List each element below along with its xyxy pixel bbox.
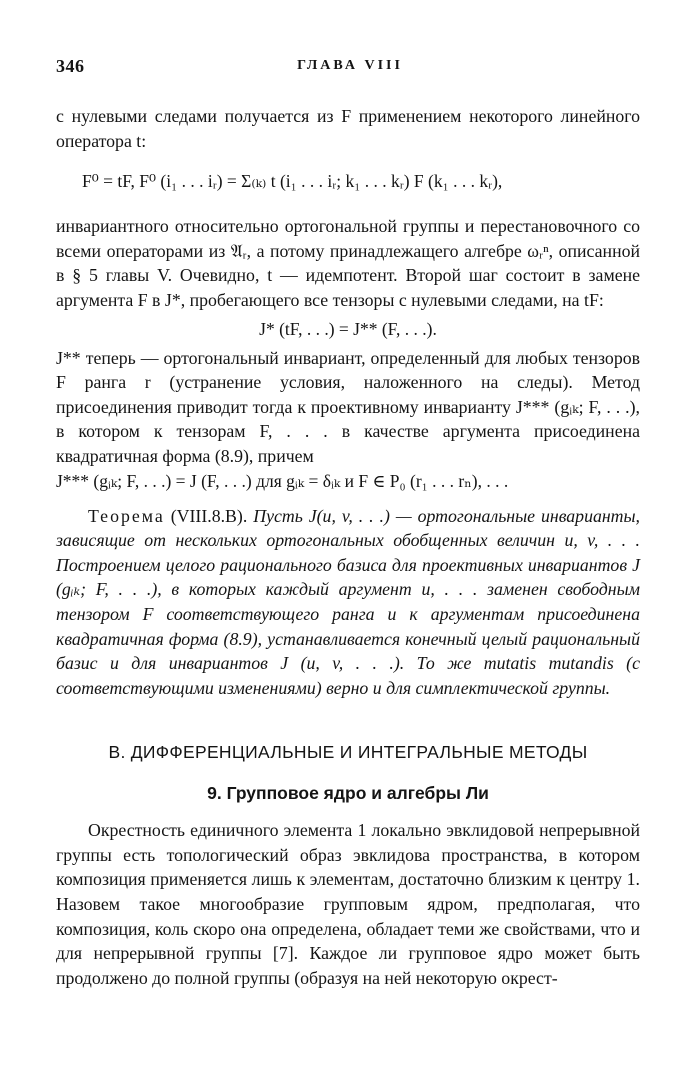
page-body	[56, 104, 640, 990]
paragraph-4: Окрестность единичного элемента 1 локально эвклидовой непрерывной группы есть топологический образ эвклидова пространства, в котором композиция применяется лишь к элементам, достаточно близким к центру 1. Назовем такое многообразие групповым ядром, предполагая, что композиция, коль скоро она определена, обладает теми же свойствами, что и для непрерывной группы [7]. Каждое ли групповое ядро может быть продолжено до полной группы (образуя на ней некоторую окрест-	[56, 820, 640, 988]
subsection-title: 9. Групповое ядро и алгебры Ли	[207, 783, 489, 804]
paragraph-3: J** теперь — ортогональный инвариант, определенный для любых тензоров F ранга r (устранение условия, наложенного на следы). Метод присоединения приводит тогда к проективному инварианту J*** (gᵢₖ; F, . . .), в котором к тензорам F, . . . в качестве аргумента присоединена квадратичная форма (8.9), причем	[56, 347, 640, 466]
theorem-ref: (VIII.8.B).	[170, 505, 248, 526]
chapter-header: ГЛАВА VIII	[297, 58, 403, 73]
paragraph-1: с нулевыми следами получается из F применением некоторого линейного оператора t:	[56, 106, 640, 151]
formula-2: J* (tF, . . .) = J** (F, . . .).	[259, 318, 437, 339]
section-title: B. ДИФФЕРЕНЦИАЛЬНЫЕ И ИНТЕГРАЛЬНЫЕ МЕТОДЫ	[108, 742, 588, 763]
formula-3: J*** (gᵢₖ; F, . . .) = J (F, . . .) для gᵢₖ = δᵢₖ и F ∈ P₀ (r₁ . . . rₙ), . . .	[56, 470, 509, 491]
formula-1: F⁰ = tF, F⁰ (i₁ . . . iᵣ) = Σ₍ₖ₎ t (i₁ . . . iᵣ; k₁ . . . kᵣ) F (k₁ . . . kᵣ),	[82, 171, 503, 192]
paragraph-2: инвариантного относительно ортогональной группы и перестановочного со всеми операторами из 𝔄ᵣ, а потому принадлежащего алгебре ωᵣⁿ, описанной в § 5 главы V. Очевидно, t — идемпотент. Второй шаг состоит в замене аргумента F в J*, пробегающего все тензоры с нулевыми следами, на tF:	[56, 216, 640, 310]
theorem-label: Теорема	[88, 505, 165, 526]
page-number: 346	[56, 56, 85, 76]
theorem-text: Пусть J(u, v, . . .) — ортогональные инварианты, зависящие от нескольких ортогональных обобщенных величин u, v, . . . Построением целого рационального базиса для проективных инвариантов J (gᵢₖ; F, . . .), в которых каждый аргумент u, . . . заменен свободным тензором F соответствующего ранга и к аргументам присоединена квадратичная форма (8.9), устанавливается конечный целый рациональный базис и для инвариантов J (u, v, . . .). То же mutatis mutandis (с соответствующими изменениями) верно и для симплектической группы.	[56, 505, 641, 698]
theorem-block	[56, 504, 640, 701]
